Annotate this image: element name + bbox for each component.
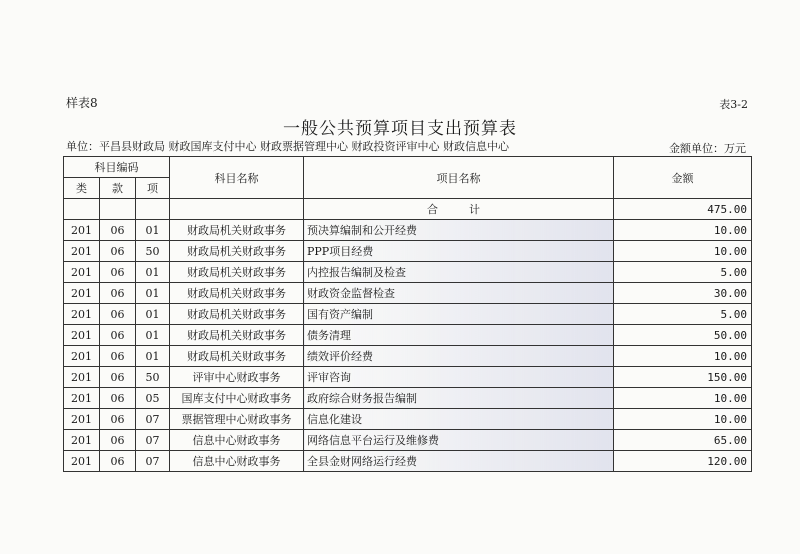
table-row: [64, 262, 752, 283]
cell-xiang: 07: [136, 451, 170, 472]
budget-table: [63, 156, 752, 472]
header-lei: 类: [64, 178, 100, 199]
cell-xiang: 50: [136, 367, 170, 388]
cell-project-name: PPP项目经费: [304, 241, 614, 262]
cell-kuan: 06: [100, 346, 136, 367]
cell-kuan: 06: [100, 241, 136, 262]
header-project-name: 项目名称: [304, 157, 614, 199]
cell-subject-name: 财政局机关财政事务: [170, 262, 304, 283]
cell-amount: 65.00: [614, 430, 752, 451]
cell-kuan: 06: [100, 451, 136, 472]
cell-subject-name: 票据管理中心财政事务: [170, 409, 304, 430]
cell-subject-name: 财政局机关财政事务: [170, 220, 304, 241]
cell-kuan: 06: [100, 430, 136, 451]
header-subject-code: 科目编码: [64, 157, 170, 178]
cell-subject-name: 财政局机关财政事务: [170, 241, 304, 262]
cell-kuan: 06: [100, 388, 136, 409]
table-row: [64, 241, 752, 262]
cell-amount: 10.00: [614, 346, 752, 367]
table-row: [64, 430, 752, 451]
cell-xiang: 01: [136, 283, 170, 304]
table-code: 表3-2: [719, 98, 748, 111]
cell-project-name: 预决算编制和公开经费: [304, 220, 614, 241]
cell-subject-name: 财政局机关财政事务: [170, 346, 304, 367]
table-row: [64, 325, 752, 346]
cell-amount: 10.00: [614, 220, 752, 241]
cell-project-name: 评审咨询: [304, 367, 614, 388]
cell-subject-name: 信息中心财政事务: [170, 451, 304, 472]
cell-lei: 201: [64, 325, 100, 346]
cell-amount: 50.00: [614, 325, 752, 346]
cell-lei: 201: [64, 388, 100, 409]
cell-lei: 201: [64, 241, 100, 262]
sample-label: 样表8: [66, 96, 98, 110]
table-row: [64, 451, 752, 472]
cell-amount: 5.00: [614, 304, 752, 325]
header-kuan: 款: [100, 178, 136, 199]
cell-kuan: 06: [100, 220, 136, 241]
cell-project-name: 全县金财网络运行经费: [304, 451, 614, 472]
cell-kuan: 06: [100, 325, 136, 346]
cell-subject-name: 财政局机关财政事务: [170, 304, 304, 325]
cell-xiang: 01: [136, 220, 170, 241]
table-row: [64, 409, 752, 430]
total-label: 合 计: [304, 199, 614, 220]
cell-kuan: 06: [100, 409, 136, 430]
header-xiang: 项: [136, 178, 170, 199]
cell-lei: 201: [64, 451, 100, 472]
cell-xiang: 07: [136, 409, 170, 430]
cell-subject-name: 信息中心财政事务: [170, 430, 304, 451]
table-row: [64, 283, 752, 304]
cell-kuan: 06: [100, 367, 136, 388]
cell-project-name: 网络信息平台运行及维修费: [304, 430, 614, 451]
cell-lei: 201: [64, 367, 100, 388]
amount-unit: 金额单位：万元: [669, 142, 746, 155]
cell-project-name: 信息化建设: [304, 409, 614, 430]
cell-amount: 150.00: [614, 367, 752, 388]
cell-lei: 201: [64, 283, 100, 304]
cell-xiang: 05: [136, 388, 170, 409]
cell-amount: 120.00: [614, 451, 752, 472]
cell-project-name: 绩效评价经费: [304, 346, 614, 367]
page-title: 一般公共预算项目支出预算表: [283, 119, 517, 139]
table-row: [64, 220, 752, 241]
cell-project-name: 政府综合财务报告编制: [304, 388, 614, 409]
cell-amount: 10.00: [614, 409, 752, 430]
cell-kuan: 06: [100, 304, 136, 325]
cell-xiang: 07: [136, 430, 170, 451]
cell-lei: 201: [64, 220, 100, 241]
cell-subject-name: 财政局机关财政事务: [170, 325, 304, 346]
cell-xiang: 01: [136, 346, 170, 367]
header-amount: 金额: [614, 157, 752, 199]
cell-xiang: 01: [136, 325, 170, 346]
cell-subject-name: 评审中心财政事务: [170, 367, 304, 388]
header-subject-name: 科目名称: [170, 157, 304, 199]
cell-lei: 201: [64, 304, 100, 325]
table-row: [64, 346, 752, 367]
cell-lei: 201: [64, 409, 100, 430]
cell-project-name: 国有资产编制: [304, 304, 614, 325]
cell-amount: 30.00: [614, 283, 752, 304]
table-row: [64, 388, 752, 409]
total-row: [64, 199, 752, 220]
cell-xiang: 01: [136, 262, 170, 283]
table-row: [64, 304, 752, 325]
cell-lei: 201: [64, 430, 100, 451]
cell-amount: 10.00: [614, 241, 752, 262]
cell-project-name: 债务清理: [304, 325, 614, 346]
cell-xiang: 01: [136, 304, 170, 325]
total-amount: 475.00: [614, 199, 752, 220]
cell-lei: 201: [64, 262, 100, 283]
table-row: [64, 367, 752, 388]
cell-amount: 10.00: [614, 388, 752, 409]
cell-kuan: 06: [100, 262, 136, 283]
cell-xiang: 50: [136, 241, 170, 262]
cell-subject-name: 国库支付中心财政事务: [170, 388, 304, 409]
cell-project-name: 内控报告编制及检查: [304, 262, 614, 283]
cell-project-name: 财政资金监督检查: [304, 283, 614, 304]
cell-subject-name: 财政局机关财政事务: [170, 283, 304, 304]
cell-lei: 201: [64, 346, 100, 367]
cell-kuan: 06: [100, 283, 136, 304]
unit-line: 单位：平昌县财政局 财政国库支付中心 财政票据管理中心 财政投资评审中心 财政信息中心: [66, 140, 509, 153]
cell-amount: 5.00: [614, 262, 752, 283]
